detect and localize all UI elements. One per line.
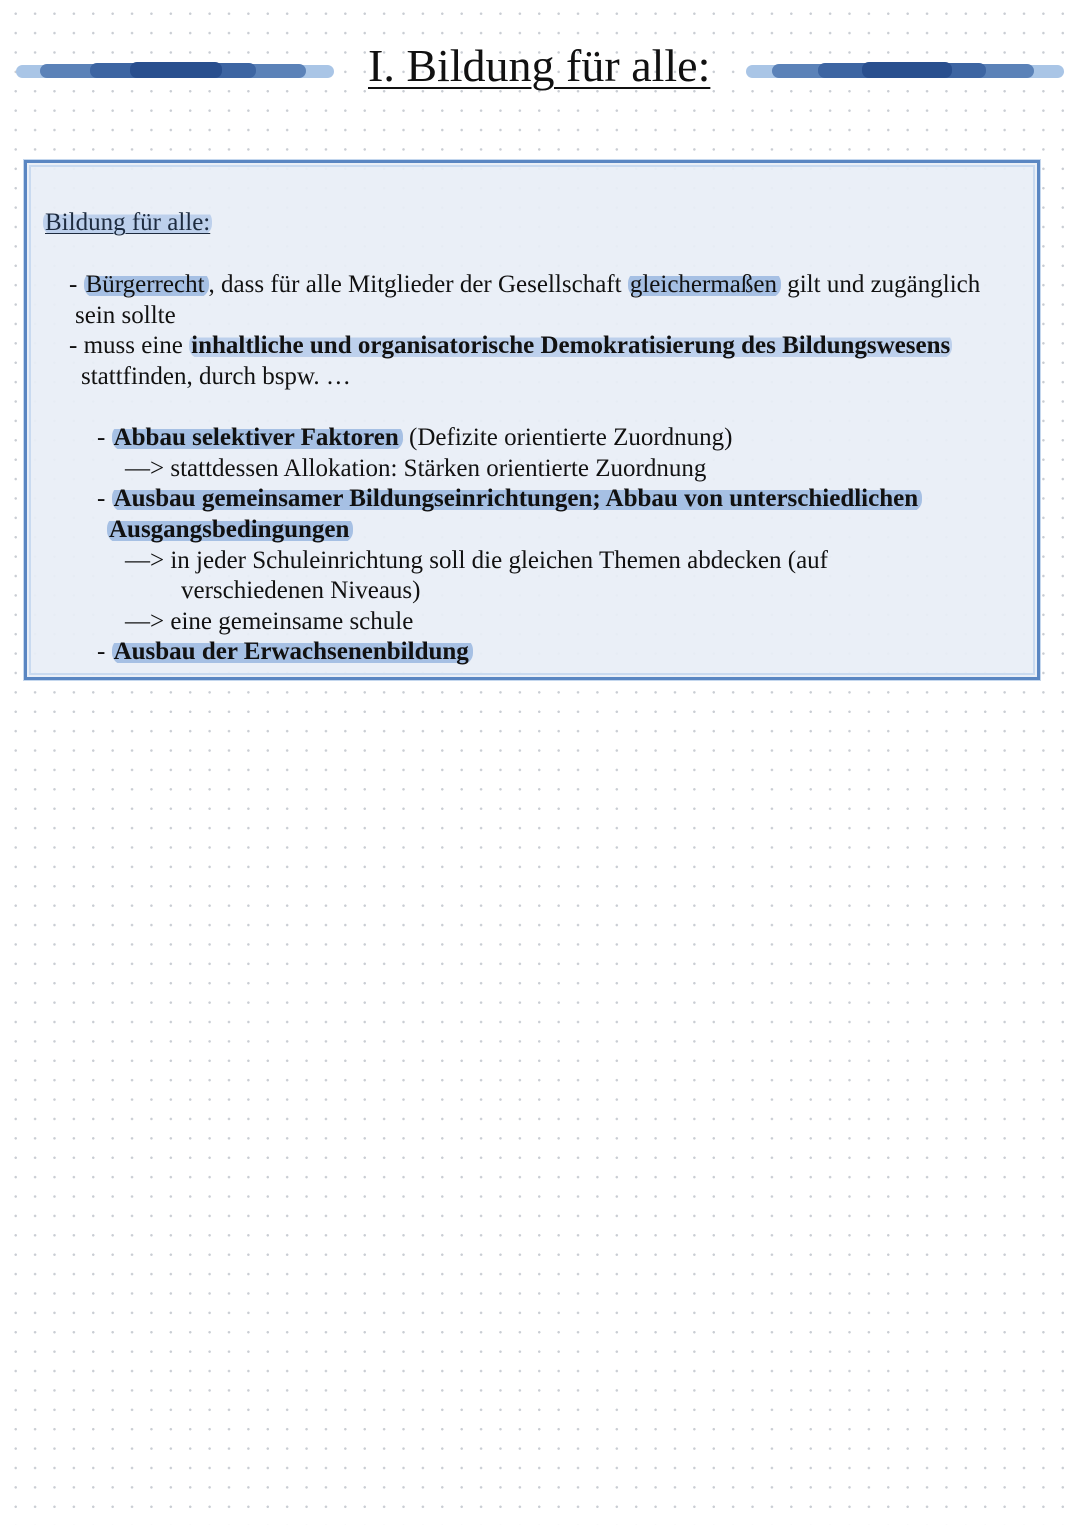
list-item-2-bold: Ausbau gemeinsamer Bildungseinrichtungen; Abbau von unterschiedlichen (112, 485, 923, 512)
header-stroke-left-darkest (130, 62, 222, 78)
paragraph-1-highlight: Bürgerrecht (84, 271, 209, 298)
list-item-1-arrow: —> stattdessen Allokation: Stärken orientierte Zuordnung (125, 455, 707, 482)
list-item-ausbau-gemeinsamer-bildungseinrichtungen (97, 484, 922, 514)
list-item-2-arrow-1-continuation: verschiedenen Niveaus) (181, 577, 421, 604)
paragraph-1 (69, 270, 980, 300)
list-item-1-bold: Abbau selektiver Faktoren (112, 424, 403, 451)
paragraph-1-middle: , dass für alle Mitglieder der Gesellschaft (208, 271, 628, 298)
box-heading (43, 205, 212, 241)
list-item-2-continuation (107, 515, 353, 545)
paragraph-1-highlight-2: gleichermaßen (628, 271, 781, 298)
list-item-1-rest: (Defizite orientierte Zuordnung) (402, 424, 733, 451)
list-item-ausbau-der-erwachsenenbildung (97, 637, 473, 667)
paragraph-2-bold: inhaltliche und organisatorische Demokratisierung des Bildungswesens (191, 332, 951, 359)
list-item-2-arrow-1: —> in jeder Schuleinrichtung soll die gleichen Themen abdecken (auf (125, 547, 828, 574)
list-item-2-arrow-2: —> eine gemeinsame schule (125, 608, 414, 635)
header-stroke-right-darkest (862, 62, 952, 78)
page-title: I. Bildung für alle: (368, 40, 711, 91)
paragraph-1-dash: - (69, 271, 84, 298)
list-item-abbau-selektiver-faktoren (97, 423, 733, 453)
paragraph-1-end: gilt und zugänglich (780, 271, 981, 298)
list-item-2-dash: - (97, 485, 112, 512)
paragraph-2-start: - muss eine (69, 332, 190, 359)
paragraph-2 (69, 331, 952, 361)
list-item-1-dash: - (97, 424, 112, 451)
list-item-3-dash: - (97, 638, 112, 665)
paragraph-1-continuation: sein sollte (75, 302, 176, 329)
list-item-2-bold-continuation: Ausgangsbedingungen (107, 516, 353, 543)
box-heading-text: Bildung für alle: (45, 209, 211, 236)
content-box (24, 160, 1040, 680)
paragraph-2-continuation: stattfinden, durch bspw. … (81, 363, 351, 390)
list-item-3-bold: Ausbau der Erwachsenenbildung (112, 638, 473, 665)
